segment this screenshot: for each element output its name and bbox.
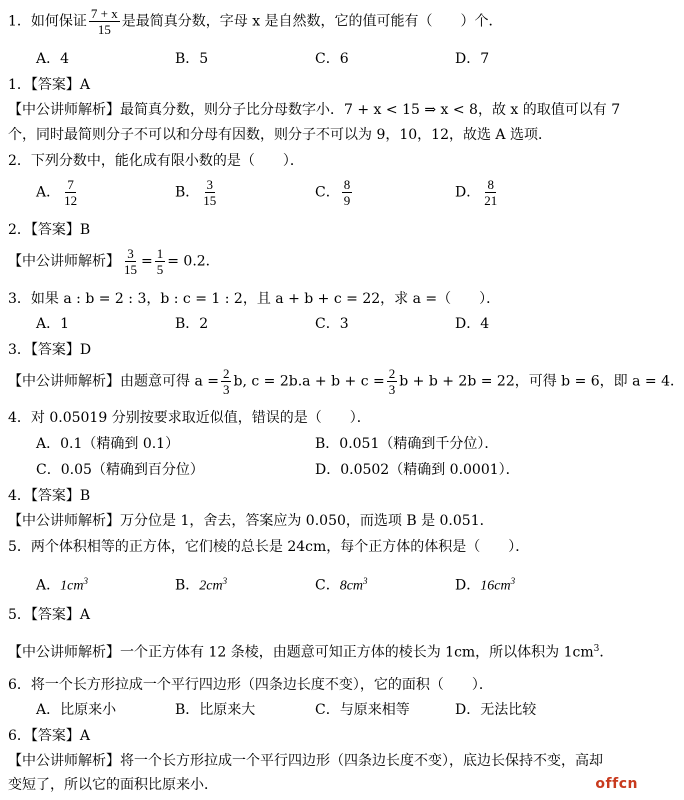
q3-answer: 3．【答案】D bbox=[8, 342, 92, 358]
q1-option-b: B．5 bbox=[175, 51, 209, 67]
q4-option-d: D．0.0502（精确到 0.0001）． bbox=[315, 462, 520, 478]
q4-option-a: A．0.1（精确到 0.1） bbox=[36, 436, 180, 452]
q2-analysis-prefix: 【中公讲师解析】 bbox=[8, 253, 120, 270]
q5-option-d bbox=[455, 572, 515, 596]
q6-answer: 6．【答案】A bbox=[8, 728, 91, 744]
q2-option-c bbox=[315, 177, 354, 208]
q1-answer: 1．【答案】A bbox=[8, 77, 91, 93]
q2-b-den: 15 bbox=[203, 193, 217, 208]
q4-analysis: 【中公讲师解析】万分位是 1，舍去，答案应为 0.050，而选项 B 是 0.051． bbox=[8, 513, 494, 529]
q5-analysis-sup: 3 bbox=[593, 644, 600, 654]
q5-option-b bbox=[175, 572, 227, 596]
q3-analysis-suffix: b + b + 2b = 22，可得 b = 6，即 a = 4． bbox=[399, 373, 684, 390]
q2-option-b-fraction bbox=[201, 177, 218, 208]
q4-answer: 4．【答案】B bbox=[8, 488, 91, 504]
q1-stem bbox=[8, 6, 642, 37]
q6-option-d: D．无法比较 bbox=[455, 702, 537, 718]
q2-d-num: 8 bbox=[487, 177, 494, 192]
q2-option-c-fraction bbox=[342, 177, 353, 208]
q2-option-a-fraction bbox=[62, 177, 79, 208]
q5-answer: 5．【答案】A bbox=[8, 607, 91, 623]
q5-b-label: B． bbox=[175, 577, 200, 594]
q2-analysis-frac2 bbox=[155, 246, 166, 277]
q2-analysis-eq: = bbox=[141, 253, 153, 270]
q1-stem-suffix: 是最简真分数，字母 x 是自然数，它的值可能有（ ）个． bbox=[121, 13, 503, 30]
q5-a-sup: 3 bbox=[83, 576, 88, 586]
q1-option-a: A．4 bbox=[36, 51, 70, 67]
q2-option-d bbox=[455, 177, 501, 208]
q3-f2-den: 3 bbox=[388, 382, 396, 397]
q1-frac-den: 15 bbox=[97, 22, 111, 37]
q2-option-d-fraction bbox=[482, 177, 499, 208]
q2-option-b-label: B． bbox=[175, 184, 200, 201]
q3-option-d: D．4 bbox=[455, 316, 490, 332]
q3-option-a: A．1 bbox=[36, 316, 70, 332]
q3-analysis-prefix: 【中公讲师解析】由题意可得 a = bbox=[8, 373, 219, 390]
q2-an-den1: 15 bbox=[124, 262, 137, 277]
q6-option-a: A．比原来小 bbox=[36, 702, 117, 718]
q2-analysis bbox=[8, 246, 642, 277]
q1-option-d: D．7 bbox=[455, 51, 490, 67]
q5-d-sup: 3 bbox=[510, 576, 516, 586]
q2-an-den2: 5 bbox=[156, 262, 164, 277]
q2-option-a bbox=[36, 177, 81, 208]
q2-option-a-label: A． bbox=[36, 184, 61, 201]
q5-option-c bbox=[315, 572, 368, 596]
q5-analysis-tail: ． bbox=[599, 644, 614, 661]
q3-analysis-mid: b, c = 2b.a + b + c = bbox=[233, 373, 385, 390]
q5-c-sup: 3 bbox=[363, 576, 368, 586]
q2-option-b bbox=[175, 177, 220, 208]
q3-f1-num: 2 bbox=[222, 366, 230, 381]
q6-analysis-line1: 【中公讲师解析】将一个长方形拉成一个平行四边形（四条边长度不变），底边长保持不变，高却 bbox=[8, 753, 603, 769]
q5-b-val: 2cm bbox=[199, 578, 223, 594]
q2-analysis-tail: = 0.2． bbox=[167, 253, 220, 270]
q5-d-label: D． bbox=[455, 577, 481, 594]
q2-option-d-label: D． bbox=[455, 184, 481, 201]
q3-analysis-frac2 bbox=[387, 366, 398, 397]
q4-stem: 4．对 0.05019 分别按要求取近似值，错误的是（ ）． bbox=[8, 410, 371, 426]
q1-fraction bbox=[89, 6, 120, 37]
q2-answer: 2．【答案】B bbox=[8, 222, 91, 238]
q5-c-val: 8cm bbox=[339, 578, 364, 594]
q1-analysis-line1: 【中公讲师解析】最简真分数，则分子比分母数字小．7 + x < 15 ⇒ x < 8，故 x 的取值可以有 7 bbox=[8, 102, 621, 118]
q3-f1-den: 3 bbox=[222, 382, 230, 397]
q3-f2-num: 2 bbox=[388, 366, 396, 381]
q2-analysis-frac1 bbox=[122, 246, 139, 277]
q5-stem: 5．两个体积相等的正方体，它们棱的总长是 24cm，每个正方体的体积是（ ）． bbox=[8, 539, 530, 555]
q4-option-b: B．0.051（精确到千分位）． bbox=[315, 436, 499, 452]
q6-option-b: B．比原来大 bbox=[175, 702, 256, 718]
q3-stem: 3．如果 a : b = 2 : 3，b : c = 1 : 2，且 a + b + c = 22，求 a =（ ）． bbox=[8, 291, 501, 307]
q5-a-val: 1cm bbox=[60, 578, 84, 594]
q2-an-num2: 1 bbox=[156, 246, 164, 261]
q2-an-num1: 3 bbox=[127, 246, 134, 261]
q5-b-sup: 3 bbox=[222, 576, 228, 586]
q2-a-den: 12 bbox=[64, 193, 78, 208]
q2-option-c-label: C． bbox=[315, 184, 340, 201]
q2-d-den: 21 bbox=[484, 193, 498, 208]
q5-d-val: 16cm bbox=[480, 578, 511, 594]
offcn-watermark: offcn bbox=[595, 776, 638, 792]
q2-b-num: 3 bbox=[206, 177, 214, 192]
q6-option-c: C．与原来相等 bbox=[315, 702, 410, 718]
q6-analysis-line2: 变短了，所以它的面积比原来小． bbox=[8, 777, 218, 793]
q3-option-b: B．2 bbox=[175, 316, 209, 332]
q3-option-c: C．3 bbox=[315, 316, 349, 332]
q5-c-label: C． bbox=[315, 577, 340, 594]
q5-analysis-prefix: 【中公讲师解析】一个正方体有 12 条棱，由题意可知正方体的棱长为 1cm，所以体积为 1cm bbox=[8, 644, 594, 661]
q1-analysis-line2: 个，同时最简则分子不可以和分母有因数，则分子不可以为 9，10，12，故选 A 选项． bbox=[8, 127, 552, 143]
q5-option-a bbox=[36, 572, 88, 596]
q4-option-c: C．0.05（精确到百分位） bbox=[36, 462, 204, 478]
q3-analysis bbox=[8, 366, 684, 397]
q2-a-num: 7 bbox=[67, 177, 74, 192]
q1-option-c: C．6 bbox=[315, 51, 349, 67]
q3-analysis-frac1 bbox=[221, 366, 232, 397]
q1-stem-prefix: 1．如何保证 bbox=[8, 13, 87, 30]
q5-analysis bbox=[8, 640, 642, 662]
q2-c-den: 9 bbox=[343, 193, 351, 208]
q6-stem: 6．将一个长方形拉成一个平行四边形（四条边长度不变），它的面积（ ）． bbox=[8, 677, 493, 693]
q5-a-label: A． bbox=[36, 577, 61, 594]
q2-c-num: 8 bbox=[343, 177, 351, 192]
q2-stem: 2．下列分数中，能化成有限小数的是（ ）． bbox=[8, 153, 304, 169]
q1-frac-num: 7 + x bbox=[90, 6, 118, 21]
